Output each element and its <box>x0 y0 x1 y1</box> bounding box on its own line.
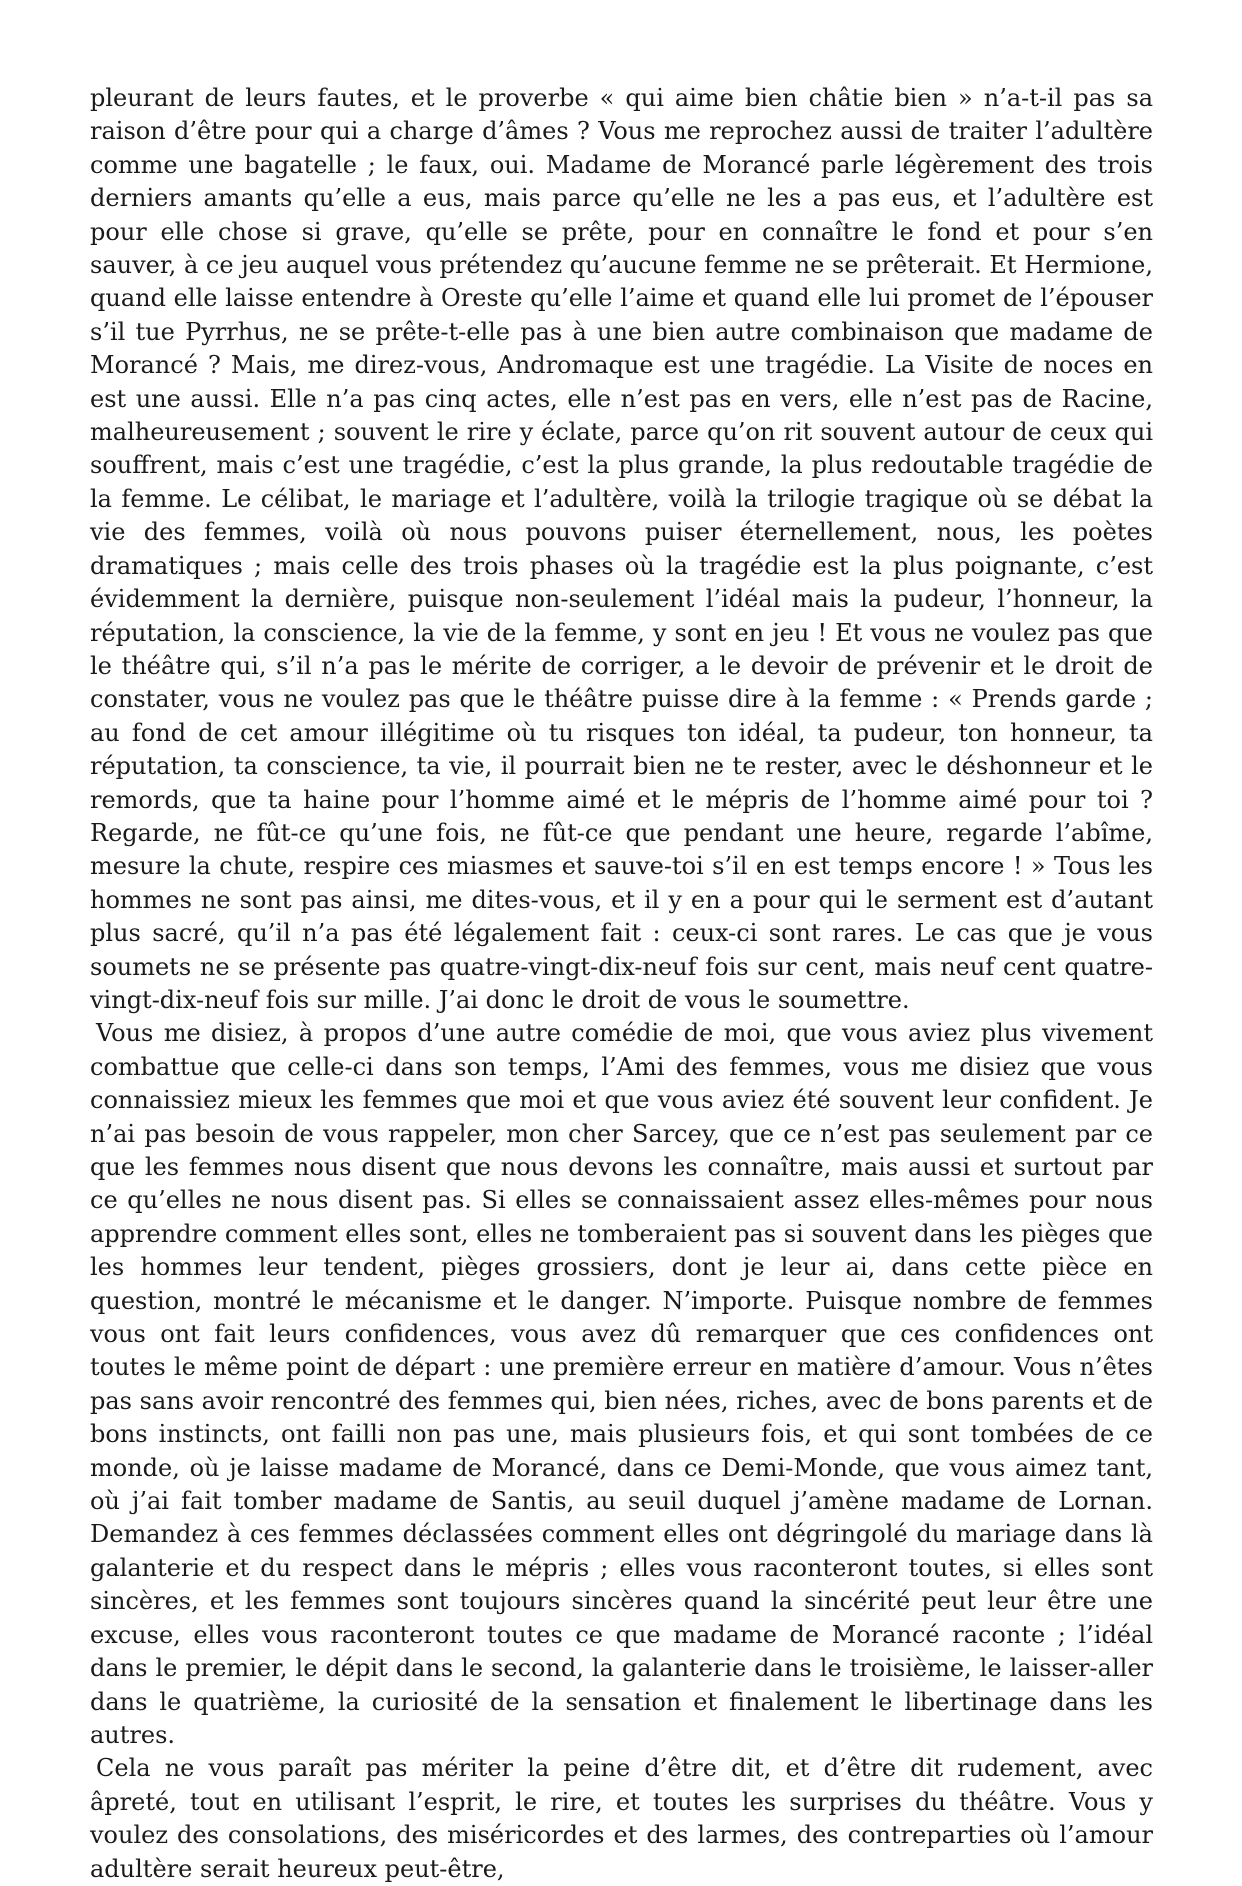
document-page <box>90 82 1153 1886</box>
paragraph-1: pleurant de leurs fautes, et le proverbe « qui aime bien châtie bien » n’a-t-il pas sa raison d’être pour qui a charge d’âmes ? Vous me reprochez aussi de traiter l’adultère comme une bagatelle ; le faux, oui. Madame de Morancé parle légèrement des trois derniers amants qu’elle a eus, mais parce qu’elle ne les a pas eus, et l’adultère est pour elle chose si grave, qu’elle se prête, pour en connaître le fond et pour s’en sauver, à ce jeu auquel vous prétendez qu’aucune femme ne se prêterait. Et Hermione, quand elle laisse entendre à Oreste qu’elle l’aime et quand elle lui promet de l’épouser s’il tue Pyrrhus, ne se prête-t-elle pas à une bien autre combinaison que madame de Morancé ? Mais, me direz-vous, Andromaque est une tragédie. La Visite de noces en est une aussi. Elle n’a pas cinq actes, elle n’est pas en vers, elle n’est pas de Racine, malheureusement ; souvent le rire y éclate, parce qu’on rit souvent autour de ceux qui souffrent, mais c’est une tragédie, c’est la plus grande, la plus redoutable tragédie de la femme. Le célibat, le mariage et l’adultère, voilà la trilogie tragique où se débat la vie des femmes, voilà où nous pouvons puiser éternellement, nous, les poètes dramatiques ; mais celle des trois phases où la tragédie est la plus poignante, c’est évidemment la dernière, puisque non-seulement l’idéal mais la pudeur, l’honneur, la réputation, la conscience, la vie de la femme, y sont en jeu ! Et vous ne voulez pas que le théâtre qui, s’il n’a pas le mérite de corriger, a le devoir de prévenir et le droit de constater, vous ne voulez pas que le théâtre puisse dire à la femme : « Prends garde ; au fond de cet amour illégitime où tu risques ton idéal, ta pudeur, ton honneur, ta réputation, ta conscience, ta vie, il pourrait bien ne te rester, avec le déshonneur et le remords, que ta haine pour l’homme aimé et le mépris de l’homme aimé pour toi ? Regarde, ne fût-ce qu’une fois, ne fût-ce que pendant une heure, regarde l’abîme, mesure la chute, respire ces miasmes et sauve-toi s’il en est temps encore ! » Tous les hommes ne sont pas ainsi, me dites-vous, et il y en a pour qui le serment est d’autant plus sacré, qu’il n’a pas été légalement fait : ceux-ci sont rares. Le cas que je vous soumets ne se présente pas quatre-vingt-dix-neuf fois sur cent, mais neuf cent quatre-vingt-dix-neuf fois sur mille. J’ai donc le droit de vous le soumettre. <box>90 84 1153 1014</box>
paragraph-3: Cela ne vous paraît pas mériter la peine d’être dit, et d’être dit rudement, avec âpreté, tout en utilisant l’esprit, le rire, et toutes les surprises du théâtre. Vous y voulez des consolations, des miséricordes et des larmes, des contreparties où l’amour adultère serait heureux peut-être, <box>90 1754 1153 1883</box>
paragraph-2: Vous me disiez, à propos d’une autre comédie de moi, que vous aviez plus vivement combattue que celle-ci dans son temps, l’Ami des femmes, vous me disiez que vous connaissiez mieux les femmes que moi et que vous aviez été souvent leur confident. Je n’ai pas besoin de vous rappeler, mon cher Sarcey, que ce n’est pas seulement par ce que les femmes nous disent que nous devons les connaître, mais aussi et surtout par ce qu’elles ne nous disent pas. Si elles se connaissaient assez elles-mêmes pour nous apprendre comment elles sont, elles ne tomberaient pas si souvent dans les pièges que les hommes leur tendent, pièges grossiers, dont je leur ai, dans cette pièce en question, montré le mécanisme et le danger. N’importe. Puisque nombre de femmes vous ont fait leurs confidences, vous avez dû remarquer que ces confidences ont toutes le même point de départ : une première erreur en matière d’amour. Vous n’êtes pas sans avoir rencontré des femmes qui, bien nées, riches, avec de bons parents et de bons instincts, ont failli non pas une, mais plusieurs fois, et qui sont tombées de ce monde, où je laisse madame de Morancé, dans ce Demi-Monde, que vous aimez tant, où j’ai fait tomber madame de Santis, au seuil duquel j’amène madame de Lornan. Demandez à ces femmes déclassées comment elles ont dégringolé du mariage dans là galanterie et du respect dans le mépris ; elles vous raconteront toutes, si elles sont sincères, et les femmes sont toujours sincères quand la sincérité peut leur être une excuse, elles vous raconteront toutes ce que madame de Morancé raconte ; l’idéal dans le premier, le dépit dans le second, la galanterie dans le troisième, le laisser-aller dans le quatrième, la curiosité de la sensation et finalement le libertinage dans les autres. <box>90 1019 1153 1749</box>
